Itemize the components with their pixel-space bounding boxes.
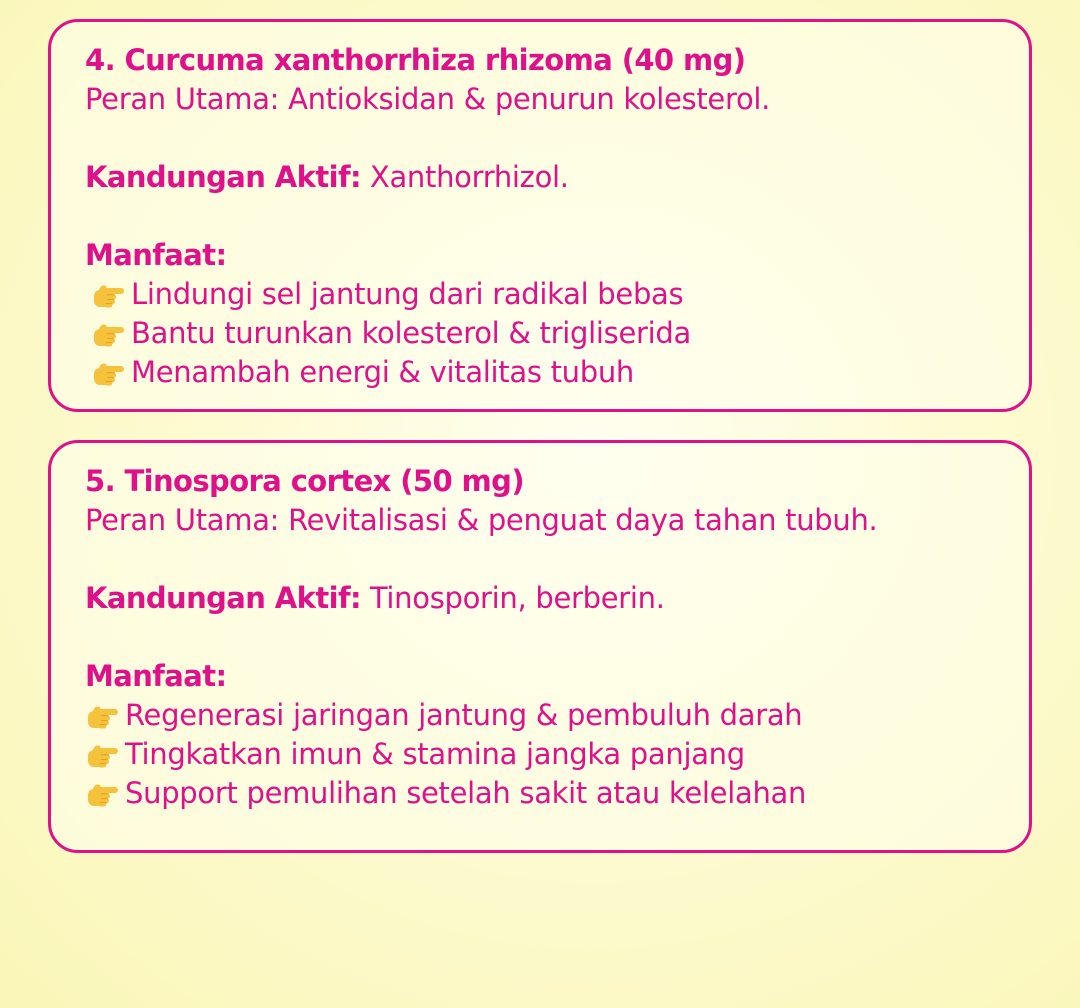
benefits-list [85,275,995,392]
benefit-text: Bantu turunkan kolesterol & trigliserida [131,316,691,350]
benefits-list [85,696,995,813]
spacer [85,618,995,657]
spacer [85,197,995,236]
pointing-hand-icon [85,780,119,808]
ingredient-card-curcuma [48,19,1032,412]
pointing-hand-icon [91,281,125,309]
benefit-item [85,353,995,392]
pointing-hand-icon [85,741,119,769]
benefit-item [85,314,995,353]
benefits-heading: Manfaat: [85,238,227,272]
active-ingredient-value: Xanthorrhizol. [360,160,569,194]
active-ingredient-label: Kandungan Aktif: [85,581,361,615]
main-role: Peran Utama: Revitalisasi & penguat daya tahan tubuh. [85,503,878,537]
benefit-text: Support pemulihan setelah sakit atau kelelahan [125,776,807,810]
ingredient-title: 5. Tinospora cortex (50 mg) [85,464,524,498]
active-ingredient [85,579,995,618]
benefit-item [85,696,995,735]
benefit-text: Regenerasi jaringan jantung & pembuluh darah [125,698,803,732]
benefit-text: Tingkatkan imun & stamina jangka panjang [125,737,745,771]
spacer [85,540,995,579]
pointing-hand-icon [91,359,125,387]
active-ingredient-label: Kandungan Aktif: [85,160,361,194]
benefit-item [85,275,995,314]
pointing-hand-icon [91,320,125,348]
benefit-text: Menambah energi & vitalitas tubuh [131,355,634,389]
active-ingredient [85,158,995,197]
ingredient-title: 4. Curcuma xanthorrhiza rhizoma (40 mg) [85,43,746,77]
pointing-hand-icon [85,702,119,730]
main-role: Peran Utama: Antioksidan & penurun kolesterol. [85,82,771,116]
benefits-heading: Manfaat: [85,659,227,693]
benefit-item [85,735,995,774]
benefit-item [85,774,995,813]
active-ingredient-value: Tinosporin, berberin. [360,581,665,615]
ingredient-card-tinospora [48,440,1032,853]
spacer [85,119,995,158]
benefit-text: Lindungi sel jantung dari radikal bebas [131,277,684,311]
